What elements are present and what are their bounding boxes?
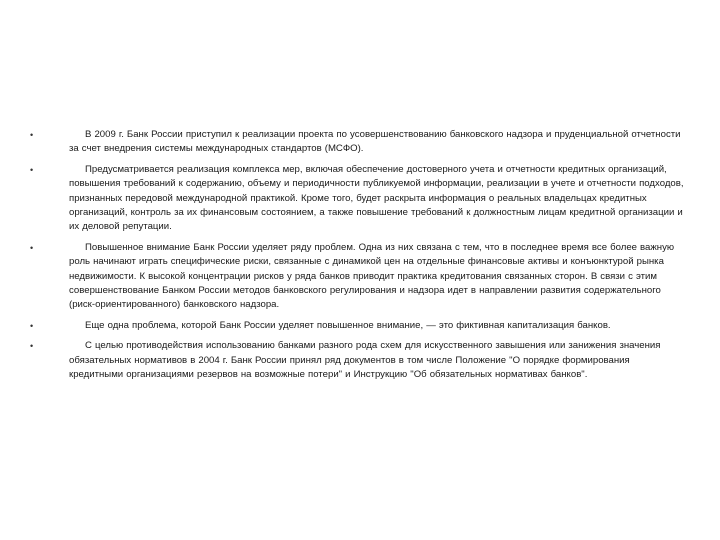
bullet-text: Предусматривается реализация комплекса мер, включая обеспечение достоверного учета и отчетности кредитных организаций, повышения требований к содержанию, объему и периодичности публикуемой информации, реализации в учете и отчетности подходов, признанных передовой международной практикой. Кроме того, будет раскрыта информация о реальных владельцах кредитных организаций, контроль за их финансовым состоянием, а также повышение требований к должностным лицам кредитной организации и их деловой репутации. (69, 163, 684, 233)
bullet-text: Повышенное внимание Банк России уделяет ряду проблем. Одна из них связана с тем, что в последнее время все более важную роль начинают играть специфические риски, связанные с динамикой цен на отдельные финансовые активы и конъюнктурой рынка недвижимости. К высокой концентрации рисков у ряда банков приводит практика кредитования связанных сторон. В связи с этим совершенствование Банком России методов банковского регулирования и надзора идет в направлении развития содержательного (риск-ориентированного) банковского надзора. (69, 241, 675, 311)
bullet-item-4 (30, 319, 685, 333)
bullet-icon: • (30, 341, 34, 352)
bullet-item-3 (30, 241, 685, 313)
bullet-icon: • (30, 130, 34, 140)
bullet-icon: • (30, 242, 34, 253)
bullet-text: Еще одна проблема, которой Банк России уделяет повышенное внимание, — это фиктивная капитализация банков. (85, 319, 611, 331)
bullet-item-5 (30, 339, 685, 382)
bullet-list (30, 128, 685, 389)
bullet-icon: • (30, 320, 34, 331)
bullet-text: С целью противодействия использованию банками разного рода схем для искусственного завышения или занижения значения обязательных нормативов в 2004 г. Банк России принял ряд документов в том числе Положение "О порядке формирования кредитными организациями резервов на возможные потери" и Инструкцию "Об обязательных нормативах банков". (69, 340, 661, 381)
bullet-text: В 2009 г. Банк России приступил к реализации проекта по усовершенствованию банковского надзора и пруденциальной отчетности за счет внедрения системы международных стандартов (МСФО). (69, 129, 681, 155)
bullet-item-1 (30, 128, 685, 157)
bullet-item-2 (30, 163, 685, 235)
bullet-icon: • (30, 164, 34, 175)
